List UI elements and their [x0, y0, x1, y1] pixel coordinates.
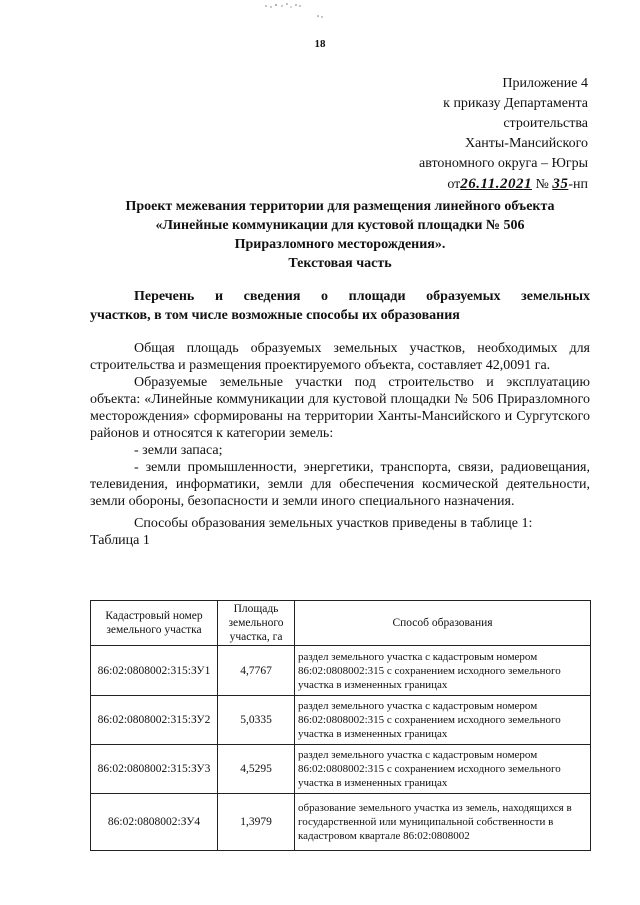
cell-area: 1,3979	[218, 794, 295, 851]
appendix-line: Ханты-Мансийского	[464, 136, 588, 151]
cell-method: раздел земельного участка с кадастровым номером 86:02:0808002:315 с сохранением исходного земельного участка в измененных границах	[295, 646, 591, 696]
cell-cadastral-number: 86:02:0808002:315:ЗУ2	[91, 696, 218, 745]
land-plots-table	[90, 600, 591, 851]
table-caption: Таблица 1	[90, 533, 150, 548]
table-row	[91, 794, 591, 851]
cell-cadastral-number: 86:02:0808002:315:ЗУ1	[91, 646, 218, 696]
appendix-header	[360, 74, 588, 195]
table-row	[91, 646, 591, 696]
paragraph-land-categories: Образуемые земельные участки под строительство и эксплуатацию объекта: «Линейные коммуникации для кустовой площадки № 506 Приразломного месторождения» сформированы на территории Ханты-Мансийского и Сургутского районов и относятся к категории земель:	[90, 375, 590, 441]
list-item-reserve-lands: - земли запаса;	[134, 443, 223, 458]
appendix-line: строительства	[503, 116, 588, 131]
title-line: Проект межевания территории для размещения линейного объекта	[125, 199, 555, 214]
table-header-row	[91, 601, 591, 646]
scan-speckle-mark	[258, 0, 348, 22]
handwritten-number: 35	[552, 176, 569, 192]
cell-method: раздел земельного участка с кадастровым номером 86:02:0808002:315 с сохранением исходного земельного участка в измененных границах	[295, 696, 591, 745]
header-method: Способ образования	[295, 601, 591, 646]
appendix-line: к приказу Департамента	[443, 96, 588, 111]
table-row	[91, 745, 591, 794]
appendix-line: автономного округа – Югры	[419, 156, 588, 171]
section-heading-line: участков, в том числе возможные способы их образования	[90, 308, 460, 323]
cell-cadastral-number: 86:02:0808002:315:ЗУ3	[91, 745, 218, 794]
list-item-industrial-lands: - земли промышленности, энергетики, транспорта, связи, радиовещания, телевидения, информатики, земли для обеспечения космической деятельности, земли обороны, безопасности и земли иного специального назначения.	[90, 460, 590, 509]
section-heading-line: Перечень и сведения о площади образуемых земельных	[134, 289, 590, 304]
title-line: «Линейные коммуникации для кустовой площадки № 506	[155, 218, 525, 233]
number-prefix: №	[535, 177, 549, 192]
header-area: Площадь земельного участка, га	[218, 601, 295, 646]
cell-cadastral-number: 86:02:0808002:ЗУ4	[91, 794, 218, 851]
cell-method: раздел земельного участка с кадастровым номером 86:02:0808002:315 с сохранением исходного земельного участка в измененных границах	[295, 745, 591, 794]
title-line: Приразломного месторождения».	[234, 237, 446, 252]
order-date-number-line	[360, 174, 588, 195]
number-suffix: -нп	[568, 177, 588, 192]
page-number: 18	[314, 38, 326, 50]
cell-area: 5,0335	[218, 696, 295, 745]
paragraph-total-area: Общая площадь образуемых земельных участков, необходимых для строительства и размещения проектируемого объекта, составляет 42,0091 га.	[90, 341, 590, 373]
document-title	[90, 197, 590, 273]
title-subheading: Текстовая часть	[288, 256, 392, 271]
header-cadastral-number: Кадастровый номер земельного участка	[91, 601, 218, 646]
cell-area: 4,7767	[218, 646, 295, 696]
cell-area: 4,5295	[218, 745, 295, 794]
section-heading	[90, 287, 590, 325]
handwritten-date: 26.11.2021	[460, 176, 532, 192]
body-text	[90, 340, 590, 549]
paragraph-table-intro: Способы образования земельных участков приведены в таблице 1:	[134, 516, 533, 531]
table-row	[91, 696, 591, 745]
date-prefix: от	[447, 177, 461, 192]
appendix-line: Приложение 4	[502, 76, 588, 91]
cell-method: образование земельного участка из земель, находящихся в государственной или муниципальной собственности в кадастровом квартале 86:02:0808002	[295, 794, 591, 851]
